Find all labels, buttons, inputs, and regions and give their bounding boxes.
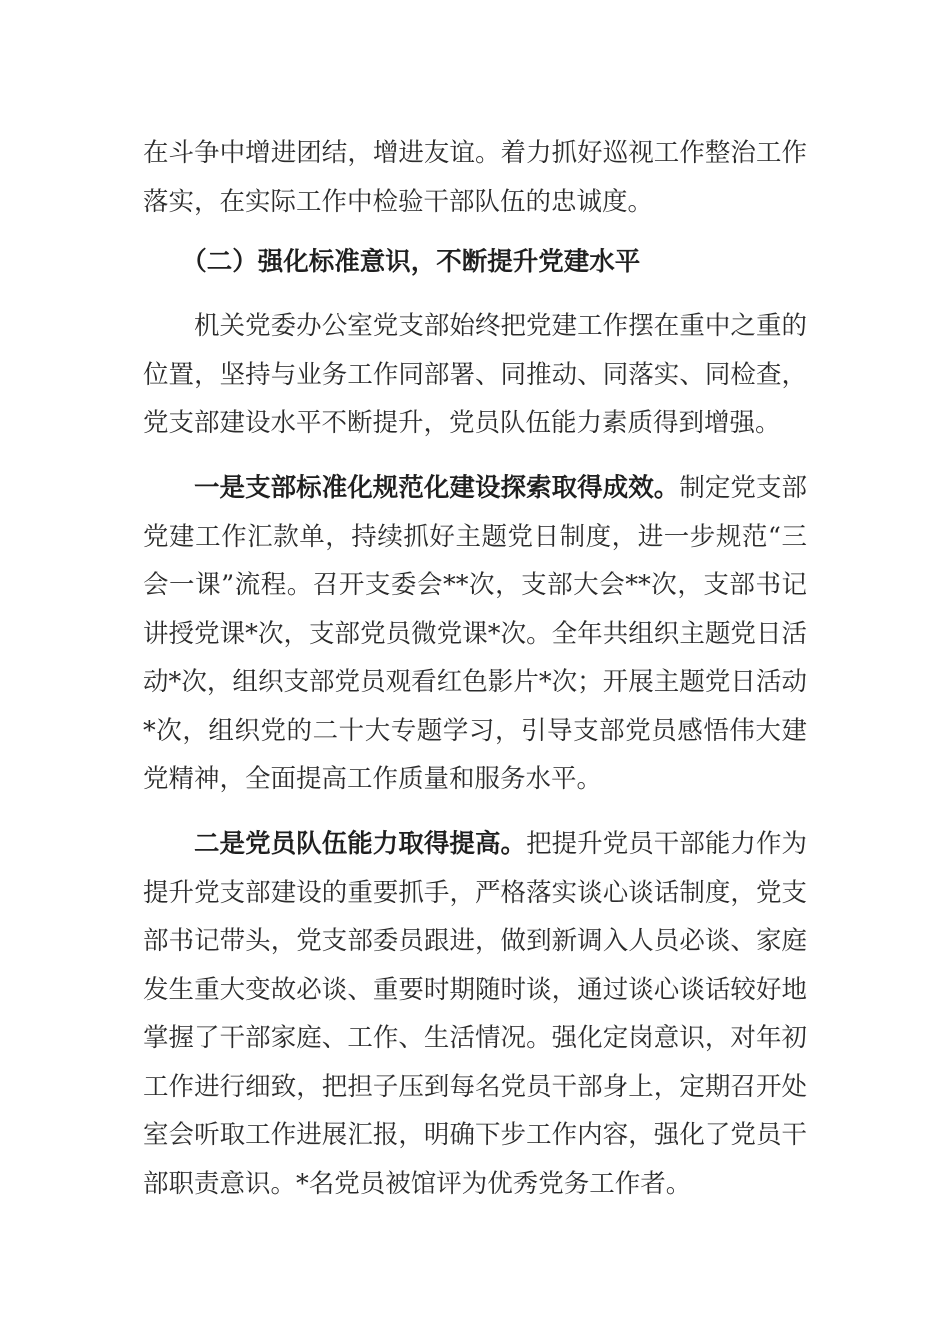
point-two-body: 把提升党员干部能力作为提升党支部建设的重要抓手，严格落实谈心谈话制度，党支部书记带头，党支部委员跟进，做到新调入人员必谈、家庭发生重大变故必谈、重要时期随时谈，通过谈心谈话较好地掌握了干部家庭、工作、生活情况。强化定岗意识，对年初工作进行细致，把担子压到每名党员干部身上，定期召开处室会听取工作进展汇报，明确下步工作内容，强化了党员干部职责意识。*名党员被馆评为优秀党务工作者。	[143, 829, 807, 1199]
point-one-lead: 一是支部标准化规范化建设探索取得成效。	[194, 473, 680, 503]
section-heading: （二）强化标准意识，不断提升党建水平	[181, 247, 641, 277]
point-two-paragraph	[143, 820, 807, 1208]
intro-paragraph: 机关党委办公室党支部始终把党建工作摆在重中之重的位置，坚持与业务工作同部署、同推动、同落实、同检查，党支部建设水平不断提升，党员队伍能力素质得到增强。	[143, 311, 807, 438]
point-one-paragraph	[143, 464, 807, 804]
continuation-paragraph: 在斗争中增进团结，增进友谊。着力抓好巡视工作整治工作落实，在实际工作中检验干部队伍的忠诚度。	[143, 138, 807, 217]
point-two-lead: 二是党员队伍能力取得提高。	[194, 829, 527, 859]
point-one-body: 制定党支部党建工作汇款单，持续抓好主题党日制度，进一步规范“三会一课”流程。召开支委会**次，支部大会**次，支部书记讲授党课*次，支部党员微党课*次。全年共组织主题党日活动*次，组织支部党员观看红色影片*次；开展主题党日活动*次，组织党的二十大专题学习，引导支部党员感悟伟大建党精神，全面提高工作质量和服务水平。	[143, 473, 807, 794]
